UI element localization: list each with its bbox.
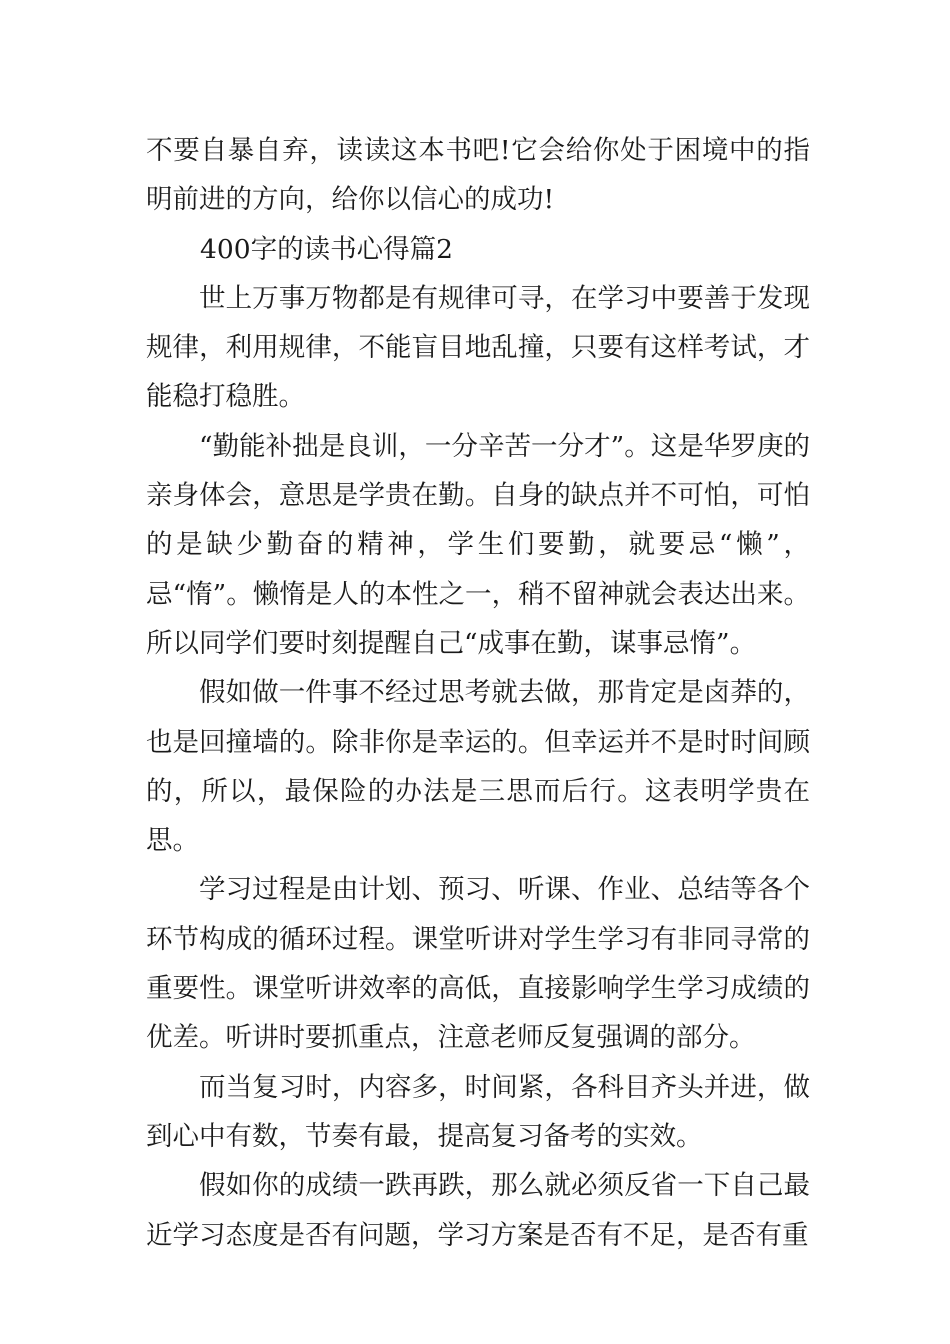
paragraph: “勤能补拙是良训，一分辛苦一分才”。这是华罗庚的亲身体会，意思是学贵在勤。自身的缺点并不可怕，可怕的是缺少勤奋的精神，学生们要勤，就要忌“懒”，忌“惰”。懒惰是人的本性之一，稍不留神就会表达出来。所以同学们要时刻提醒自己“成事在勤，谋事忌惰”。 [146,430,810,659]
document-body [146,126,810,1260]
paragraph-continuation: 不要自暴自弃，读读这本书吧!它会给你处于困境中的指明前进的方向，给你以信心的成功! [146,135,810,216]
paragraph: 学习过程是由计划、预习、听课、作业、总结等各个环节构成的循环过程。课堂听讲对学生学习有非同寻常的重要性。课堂听讲效率的高低，直接影响学生学习成绩的优差。听讲时要抓重点，注意老师反复强调的部分。 [146,874,810,1054]
paragraph: 世上万事万物都是有规律可寻，在学习中要善于发现规律，利用规律，不能盲目地乱撞，只要有这样考试，才能稳打稳胜。 [146,282,810,413]
paragraph: 而当复习时，内容多，时间紧，各科目齐头并进，做到心中有数，节奏有最，提高复习备考的实效。 [146,1071,810,1152]
paragraph: 假如做一件事不经过思考就去做，那肯定是卤莽的，也是回撞墙的。除非你是幸运的。但幸运并不是时时间顾的，所以，最保险的办法是三思而后行。这表明学贵在思。 [146,677,810,857]
paragraph: 假如你的成绩一跌再跌，那么就必须反省一下自己最近学习态度是否有问题，学习方案是否有不足，是否有重 [146,1170,810,1251]
section-heading: 400字的读书心得篇2 [200,233,453,265]
